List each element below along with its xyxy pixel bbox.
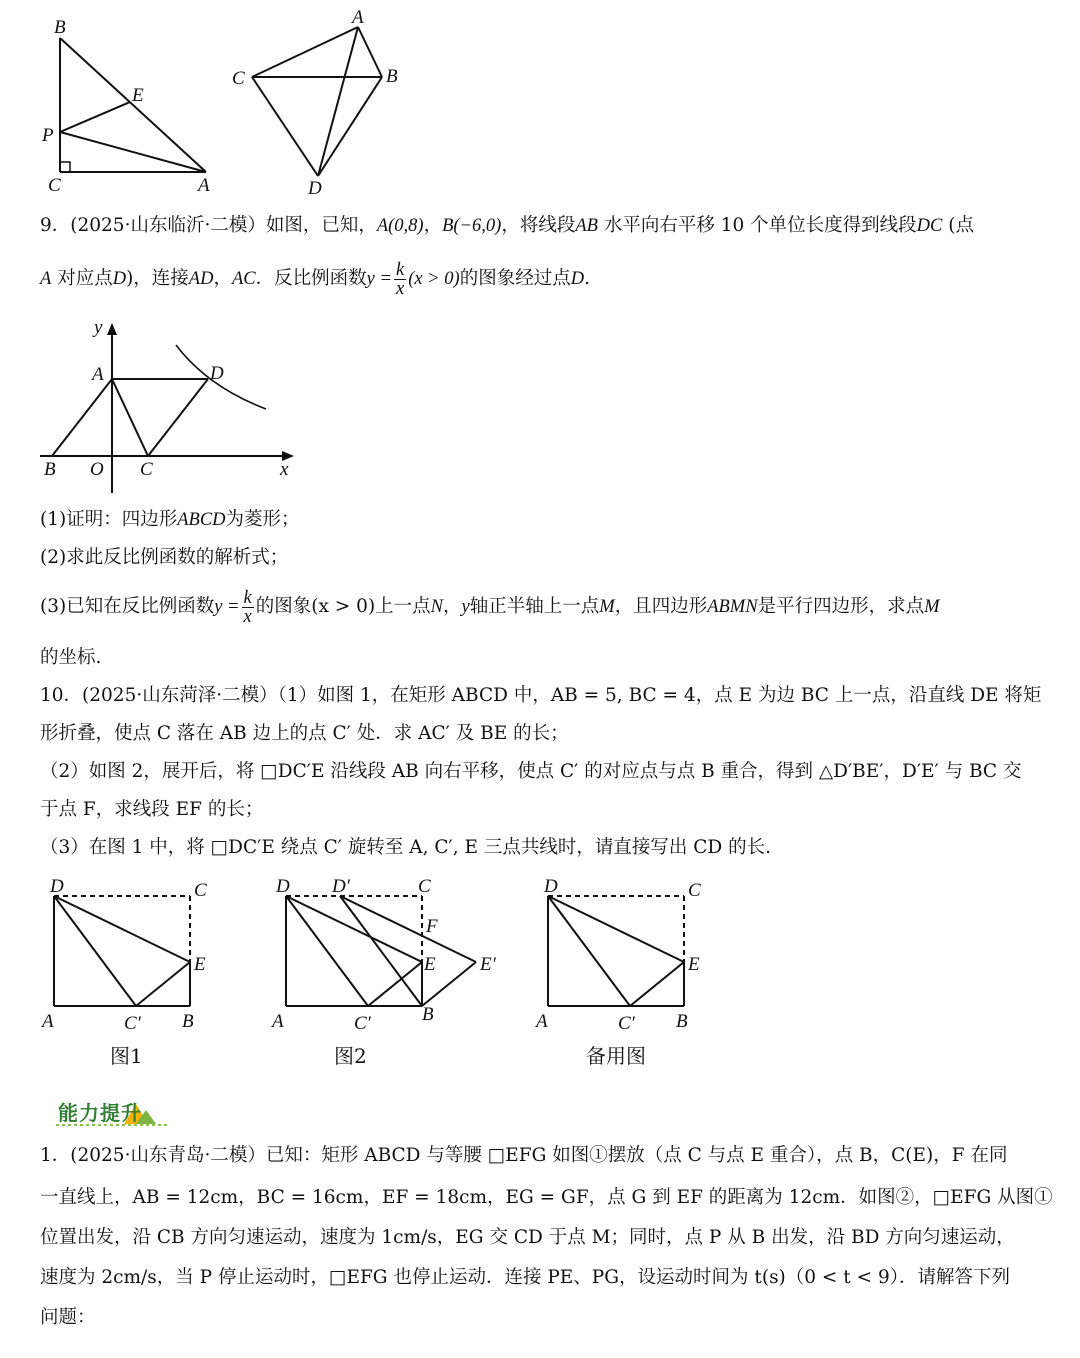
caption-figure-2: 图2 xyxy=(334,1044,367,1068)
label-E: E xyxy=(688,954,700,975)
label-A: A xyxy=(92,364,104,385)
q10-line2: 形折叠，使点 C 落在 AB 边上的点 C′ 处．求 AC′ 及 BE 的长； xyxy=(40,723,569,744)
figure-coordinate-rhombus xyxy=(30,315,310,490)
q9-part3: (3)已知在反比例函数y = $\frac{k}{x}$ 的图象(x > 0)上一点N，y轴正半轴上一点M，且四边形ABMN是平行四边形，求点M xyxy=(40,587,940,627)
label-E: E xyxy=(132,85,144,106)
label-C-prime: C′ xyxy=(618,1013,635,1034)
fraction-k-over-x: $\frac{k}{x}$ xyxy=(395,259,405,299)
q1-line3: 位置出发，沿 CB 方向匀速运动，速度为 1cm/s，EG 交 CD 于点 M；同时，点 P 从 B 出发，沿 BD 方向匀速运动， xyxy=(40,1227,1015,1248)
right-triangle-diagram xyxy=(0,0,230,200)
label-B: B xyxy=(676,1011,688,1032)
q10-line3: （2）如图 2，展开后，将 □DC′E 沿线段 AB 向右平移，使点 C′ 的对应点与点 B 重合，得到 △D′BE′，D′E′ 与 BC 交 xyxy=(40,761,1022,782)
q10-line4: 于点 F，求线段 EF 的长； xyxy=(40,799,264,820)
kite-diagram xyxy=(220,0,420,200)
label-C: C xyxy=(418,876,431,897)
label-E: E xyxy=(424,954,436,975)
label-D: D xyxy=(544,876,558,897)
label-B: B xyxy=(422,1004,434,1025)
label-F: F xyxy=(426,916,438,937)
figure-2 xyxy=(262,872,512,1072)
label-D: D xyxy=(276,876,290,897)
caption-figure-1: 图1 xyxy=(110,1044,143,1068)
q9-part2: (2)求此反比例函数的解析式； xyxy=(40,547,289,568)
q9-part1: (1)证明：四边形ABCD为菱形； xyxy=(40,509,300,530)
label-E-prime: E′ xyxy=(480,954,496,975)
label-A: A xyxy=(352,7,364,28)
label-A: A xyxy=(42,1011,54,1032)
figure-right-triangle xyxy=(0,0,230,200)
label-C: C xyxy=(688,880,701,901)
figure-2-diagram xyxy=(262,872,512,1072)
label-O: O xyxy=(90,459,104,480)
label-B: B xyxy=(182,1011,194,1032)
figure-kite xyxy=(220,0,420,200)
figure-1 xyxy=(30,872,230,1072)
label-A: A xyxy=(198,175,210,196)
q1-line1: 1．(2025·山东青岛·二模）已知：矩形 ABCD 与等腰 □EFG 如图①摆放（点 C 与点 E 重合），点 B，C(E)，F 在同 xyxy=(40,1145,1008,1166)
label-C: C xyxy=(48,175,61,196)
fraction-k-over-x: $\frac{k}{x}$ xyxy=(243,587,252,627)
label-D: D xyxy=(210,363,224,384)
label-x-axis: x xyxy=(280,459,289,480)
q9-line1: 9．(2025·山东临沂·二模）如图，已知，A(0,8)，B(−6,0)，将线段AB 水平向右平移 10 个单位长度得到线段DC (点 xyxy=(40,215,974,236)
coordinate-diagram xyxy=(30,315,310,490)
label-D: D xyxy=(50,876,64,897)
figure-backup xyxy=(524,872,724,1072)
q1-line5: 问题： xyxy=(40,1307,96,1328)
label-C-prime: C′ xyxy=(354,1013,371,1034)
figure-1-diagram xyxy=(30,872,230,1072)
section-title: 能力提升 xyxy=(58,1101,142,1125)
q1-line4: 速度为 2cm/s，当 P 停止运动时，□EFG 也停止运动．连接 PE、PG，设运动时间为 t(s)（0 < t < 9）．请解答下列 xyxy=(40,1267,1011,1288)
label-C-prime: C′ xyxy=(124,1013,141,1034)
caption-figure-backup: 备用图 xyxy=(586,1044,646,1068)
q9-line2: A 对应点D)，连接AD，AC．反比例函数y = $\frac{k}{x}$ (x > 0)的图象经过点D. xyxy=(40,259,590,299)
q10-line5: （3）在图 1 中，将 □DC′E 绕点 C′ 旋转至 A, C′, E 三点共线时，请直接写出 CD 的长. xyxy=(40,837,771,858)
label-E: E xyxy=(194,954,206,975)
q9-part3-cont: 的坐标. xyxy=(40,647,102,668)
label-C: C xyxy=(232,68,245,89)
figure-backup-diagram xyxy=(524,872,724,1072)
label-B: B xyxy=(54,17,66,38)
label-C: C xyxy=(140,459,153,480)
q10-line1: 10．(2025·山东菏泽·二模）（1）如图 1，在矩形 ABCD 中，AB = 5, BC = 4，点 E 为边 BC 上一点，沿直线 DE 将矩 xyxy=(40,685,1042,706)
label-B: B xyxy=(44,459,56,480)
label-y-axis: y xyxy=(94,317,103,338)
label-A: A xyxy=(536,1011,548,1032)
label-C: C xyxy=(194,880,207,901)
label-D-prime: D′ xyxy=(332,876,350,897)
label-P: P xyxy=(42,125,54,146)
label-D: D xyxy=(308,178,322,199)
label-B: B xyxy=(386,66,398,87)
label-A: A xyxy=(272,1011,284,1032)
q1-line2: 一直线上，AB = 12cm，BC = 16cm，EF = 18cm，EG = GF，点 G 到 EF 的距离为 12cm．如图②，□EFG 从图① xyxy=(40,1187,1053,1208)
